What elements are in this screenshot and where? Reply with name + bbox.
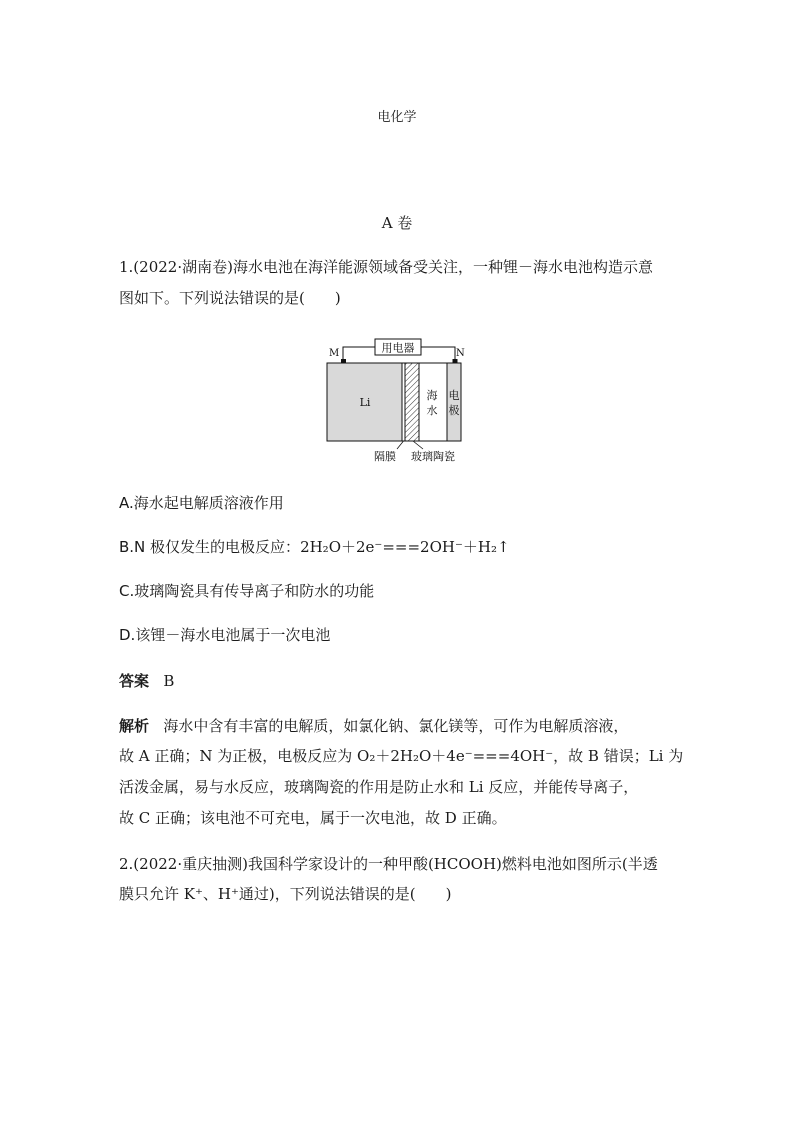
analysis-label: 解析 [119, 717, 150, 735]
electrode-label-2: 极 [448, 404, 460, 417]
q1-stem-line-2: 图如下。下列说法错误的是( ) [119, 289, 341, 307]
terminal-n-label: N [456, 348, 465, 359]
q1-option-b-formula: 2H₂O＋2e⁻===2OH⁻＋H₂↑ [300, 538, 510, 556]
analysis-text-1: 海水中含有丰富的电解质，如氯化钠、氯化镁等，可作为电解质溶液， [163, 717, 629, 735]
q1-analysis-line-3: 活泼金属，易与水反应，玻璃陶瓷的作用是防止水和 Li 反应，并能传导离子， [119, 778, 639, 796]
q1-stem-line-1: 1.(2022·湖南卷)海水电池在海洋能源领域备受关注，一种锂－海水电池构造示意 [119, 258, 653, 276]
q1-analysis-line-4: 故 C 正确；该电池不可充电，属于一次电池，故 D 正确。 [119, 809, 507, 827]
page-title: 电化学 [377, 110, 417, 125]
q1-answer [119, 671, 679, 691]
wire-right [421, 347, 455, 363]
ceramic-label: 玻璃陶瓷 [411, 450, 455, 463]
seawater-label-2: 水 [426, 404, 438, 417]
q1-analysis-line-2: 故 A 正确；N 为正极，电极反应为 O₂＋2H₂O＋4e⁻===4OH⁻，故 B 错误；Li 为 [119, 747, 684, 765]
q1-option-d: D.该锂－海水电池属于一次电池 [119, 626, 331, 644]
q1-option-b-prefix: B.N 极仅发生的电极反应： [119, 538, 301, 556]
q2-stem-line-2: 膜只允许 K⁺、H⁺通过)，下列说法错误的是( ) [119, 885, 452, 903]
seawater-label-1: 海 [426, 389, 438, 402]
q1-analysis-line-1 [119, 716, 679, 736]
answer-value: B [163, 672, 175, 690]
answer-label: 答案 [119, 672, 150, 690]
wire-left [343, 347, 375, 363]
section-heading: A 卷 [381, 214, 413, 232]
li-label: Li [359, 396, 371, 409]
separator-pointer [397, 441, 404, 449]
electrode-label-1: 电 [448, 389, 460, 402]
q2-stem-line-1: 2.(2022·重庆抽测)我国科学家设计的一种甲酸(HCOOH)燃料电池如图所示(半透 [119, 855, 658, 873]
separator-label: 隔膜 [374, 450, 396, 463]
ceramic-pointer [413, 441, 423, 449]
terminal-m-label: M [329, 348, 340, 359]
cathode-electrode [447, 363, 461, 441]
q1-option-a: A.海水起电解质溶液作用 [119, 494, 284, 512]
q1-option-b [119, 537, 679, 557]
device-label: 用电器 [381, 341, 415, 355]
battery-diagram [325, 337, 465, 465]
q1-option-c: C.玻璃陶瓷具有传导离子和防水的功能 [119, 582, 375, 600]
glass-ceramic [405, 363, 419, 441]
